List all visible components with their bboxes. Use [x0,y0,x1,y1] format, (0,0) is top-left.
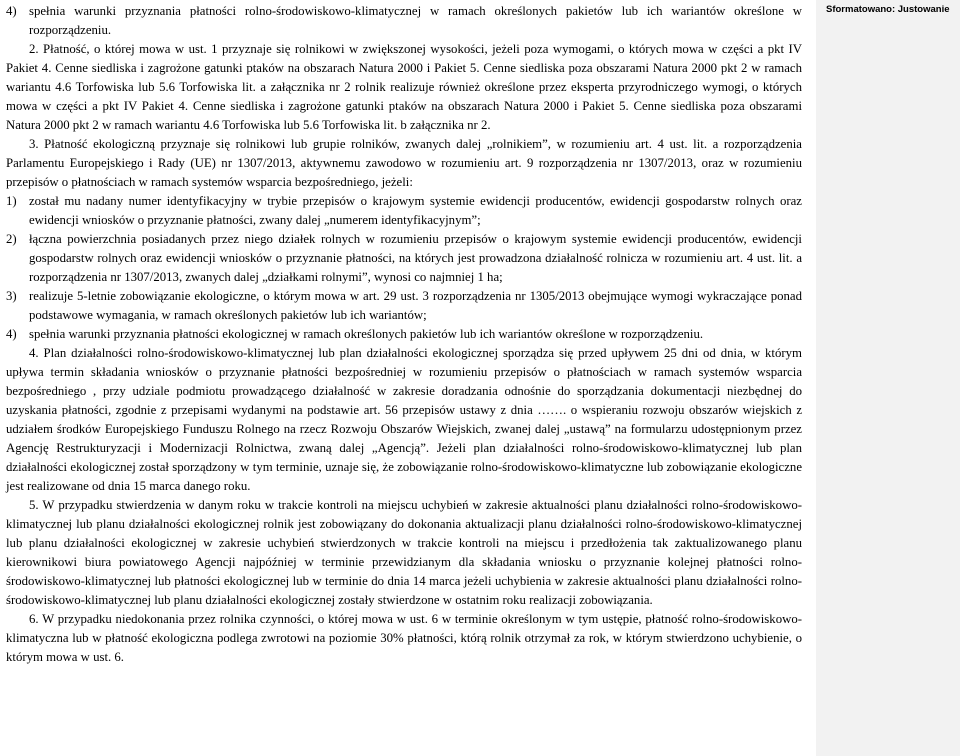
paragraph-2: 2. Płatność, o której mowa w ust. 1 przyznaje się rolnikowi w zwiększonej wysokości, jeżeli poza wymogami, o których mowa w części a pkt IV Pakiet 4. Cenne siedliska i zagrożone gatunki ptaków na obszarach Natura 2000 i Pakiet 5. Cenne siedliska poza obszarami Natura 2000 pkt 2 w ramach wariantu 4.6 Torfowiska lub 5.6 Torfowiska lit. a załącznika nr 2 rolnik realizuje również określone przez eksperta przyrodniczego wymogi, o których mowa w części a pkt IV Pakiet 4. Cenne siedliska i zagrożone gatunki ptaków na obszarach Natura 2000 i Pakiet 5. Cenne siedliska poza obszarami Natura 2000 pkt 2 w ramach wariantu 4.6 Torfowiska lub 5.6 Torfowiska lit. b załącznika nr 2. [6,42,802,132]
comment-pane [816,0,960,756]
list-number: 2) [6,232,17,246]
paragraph-4: 4. Plan działalności rolno-środowiskowo-klimatycznej lub plan działalności ekologicznej sporządza się przed upływem 25 dni od dnia, w którym upływa termin składania wniosków o przyznanie płatności bezpośredniej w rozumieniu przepisów o płatnościach w ramach systemów wsparcia bezpośredniego , przy udziale podmiotu prowadzącego działalność w zakresie doradzania odnośnie do sporządzania dokumentacji niezbędnej do uzyskania płatności, zgodnie z przepisami wydanymi na podstawie art. 56 przepisów ustawy z dnia ……. o wspieraniu rozwoju obszarów wiejskich z udziałem środków Europejskiego Funduszu Rolnego na rzecz Rozwoju Obszarów Wiejskich, zwanej dalej „ustawą” na formularzu udostępnionym przez Agencję Restrukturyzacji i Modernizacji Rolnictwa, zwaną dalej „Agencją”. Jeżeli plan działalności rolno-środowiskowo-klimatycznej lub plan działalności ekologicznej został sporządzony w tym terminie, uznaje się, że zobowiązanie rolno-środowiskowo-klimatyczne lub zobowiązanie ekologiczne jest realizowane od dnia 15 marca danego roku. [6,346,802,493]
list-number: 4) [6,4,17,18]
paragraph-5: 5. W przypadku stwierdzenia w danym roku w trakcie kontroli na miejscu uchybień w zakresie aktualności planu działalności rolno-środowiskowo-klimatycznej lub planu działalności ekologicznej rolnik jest zobowiązany do dokonania aktualizacji planu działalności rolno-środowiskowo-klimatycznej lub planu działalności ekologicznej w zakresie uchybień stwierdzonych w trakcie kontroli na miejscu i przedłożenia tak zaktualizowanego planu kierownikowi biura powiatowego Agencji najpóźniej w terminie przewidzianym dla składania wniosku o przyznanie kolejnej płatności rolno-środowiskowo-klimatycznej lub płatności ekologicznej lub w terminie do dnia 14 marca jeżeli uchybienia w zakresie aktualności planu działalności rolno-środowiskowo-klimatycznej lub planu działalności ekologicznej zostały stwierdzone w ostatnim roku realizacji zobowiązania. [6,498,802,607]
list-number: 1) [6,194,17,208]
list-item-text: łączna powierzchnia posiadanych przez niego działek rolnych w rozumieniu przepisów o krajowym systemie ewidencji producentów, ewidencji gospodarstw rolnych oraz ewidencji wniosków o przyznanie płatności, na których jest prowadzona działalność rolnicza w rozumieniu art. 4 ust. lit. a rozporządzenia nr 1307/2013, zwanych dalej „działkami rolnymi”, wynosi co najmniej 1 ha; [29,232,802,284]
list-item-text: realizuje 5-letnie zobowiązanie ekologiczne, o którym mowa w art. 29 ust. 3 rozporządzenia nr 1305/2013 obejmujące wymogi wykraczające ponad podstawowe wymagania, w ramach określonych pakietów lub ich wariantów; [29,289,802,322]
comment-pane-header: Sformatowano: Justowanie [826,4,950,15]
list-number: 3) [6,289,17,303]
list-item-text: został mu nadany numer identyfikacyjny w trybie przepisów o krajowym systemie ewidencji producentów, ewidencji gospodarstw rolnych oraz ewidencji wniosków o przyznanie płatności, zwany dalej „numerem identyfikacyjnym”; [29,194,802,227]
list-item-text: spełnia warunki przyznania płatności rolno-środowiskowo-klimatycznej w ramach określonych pakietów lub ich wariantów określone w rozporządzeniu. [29,4,802,37]
list-item [6,192,802,230]
list-item [6,230,802,287]
list-item-text: spełnia warunki przyznania płatności ekologicznej w ramach określonych pakietów lub ich wariantów określone w rozporządzeniu. [29,327,704,341]
list-item [6,325,802,344]
list-number: 4) [6,327,17,341]
paragraph-6: 6. W przypadku niedokonania przez rolnika czynności, o której mowa w ust. 6 w terminie określonym w tym ustępie, płatność rolno-środowiskowo-klimatyczna lub w płatność ekologiczna podlega zwrotowi na poziomie 30% płatności, którą rolnik otrzymał za rok, w którym stwierdzono uchybienie, o którym mowa w ust. 6. [6,612,802,664]
list-item [6,287,802,325]
list-item [6,2,802,40]
paragraph-3: 3. Płatność ekologiczną przyznaje się rolnikowi lub grupie rolników, zwanych dalej „rolnikiem”, w rozumieniu art. 4 ust. lit. a rozporządzenia Parlamentu Europejskiego i Rady (UE) nr 1307/2013, aktywnemu zawodowo w rozumieniu art. 9 rozporządzenia nr 1307/2013, oraz w rozumieniu przepisów o płatnościach w ramach systemów wsparcia bezpośredniego, jeżeli: [6,137,802,189]
document-body [6,2,802,667]
